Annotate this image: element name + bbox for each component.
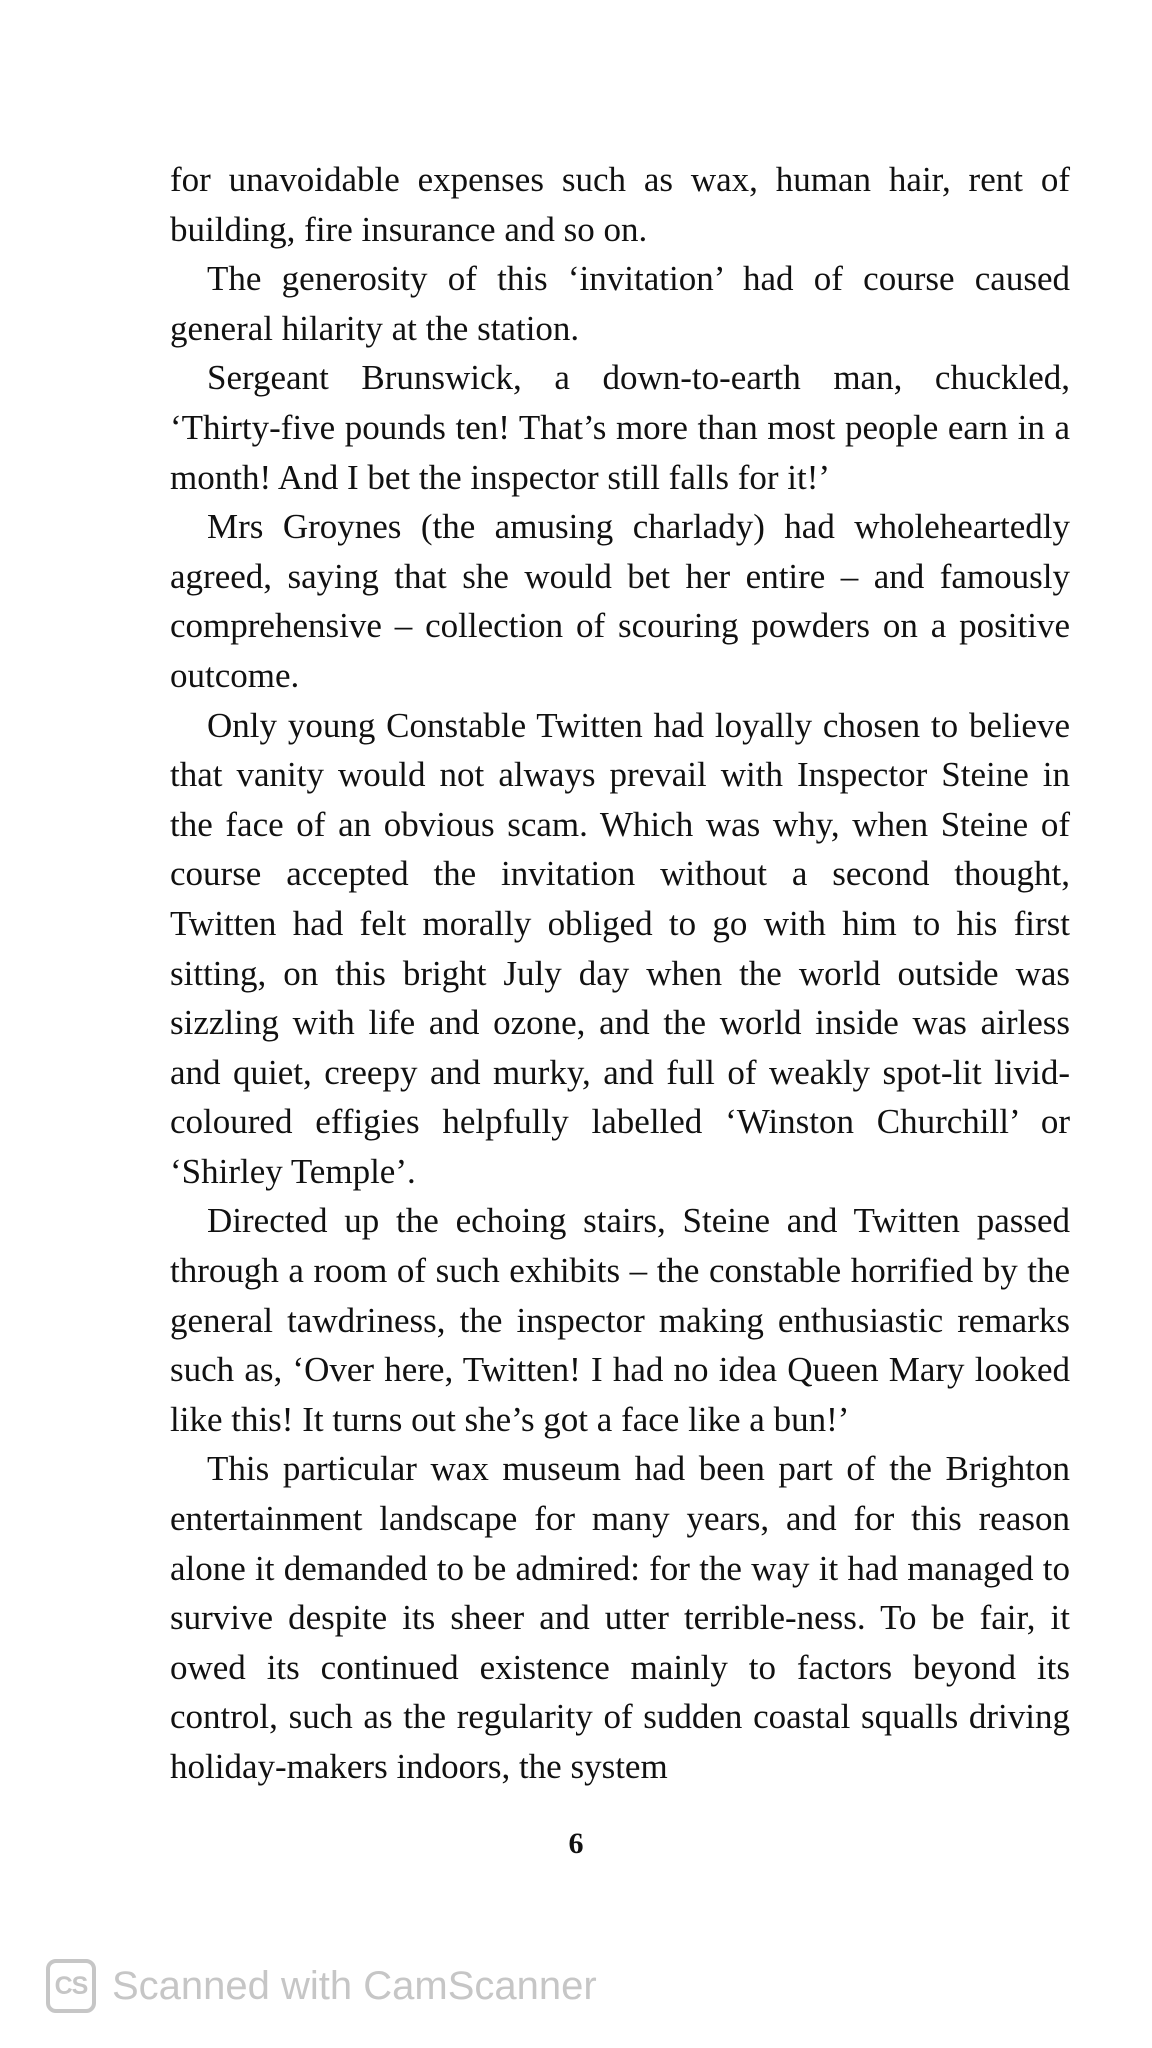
watermark-text: Scanned with CamScanner [112, 1963, 597, 2008]
body-text [170, 155, 1070, 1792]
page-number: 6 [568, 1827, 584, 1860]
camscanner-watermark [46, 1957, 597, 2015]
camscanner-logo-icon: CS [46, 1959, 96, 2013]
paragraph-6: Directed up the echoing stairs, Steine and Twitten passed through a room of such exhibits – the constable horrified by the general tawdriness, the inspector making enthusiastic remarks such as, ‘Over here, Twitten! I had no idea Queen Mary looked like this! It turns out she’s got a face like a bun!’ [170, 1201, 1070, 1439]
paragraph-2: The generosity of this ‘invitation’ had of course caused general hilarity at the station. [170, 259, 1070, 348]
paragraph-5: Only young Constable Twitten had loyally chosen to believe that vanity would not always prevail with Inspector Steine in the face of an obvious scam. Which was why, when Steine of course accepted the invitation without a second thought, Twitten had felt morally obliged to go with him to his first sitting, on this bright July day when the world outside was sizzling with life and ozone, and the world inside was airless and quiet, creepy and murky, and full of weakly spot-lit livid-coloured effigies helpfully labelled ‘Winston Churchill’ or ‘Shirley Temple’. [170, 705, 1070, 1191]
paragraph-3: Sergeant Brunswick, a down-to-earth man, chuckled, ‘Thirty-five pounds ten! That’s more than most people earn in a month! And I bet the inspector still falls for it!’ [170, 358, 1070, 497]
paragraph-1: for unavoidable expenses such as wax, human hair, rent of building, fire insurance and so on. [170, 160, 1070, 249]
paragraph-7: This particular wax museum had been part of the Brighton entertainment landscape for many years, and for this reason alone it demanded to be admired: for the way it had managed to survive despite its sheer and utter terrible-ness. To be fair, it owed its continued existence mainly to factors beyond its control, such as the regularity of sudden coastal squalls driving holiday-makers indoors, the system [170, 1449, 1070, 1786]
paragraph-4: Mrs Groynes (the amusing charlady) had wholeheartedly agreed, saying that she would bet her entire – and famously comprehensive – collection of scouring powders on a positive outcome. [170, 507, 1070, 695]
